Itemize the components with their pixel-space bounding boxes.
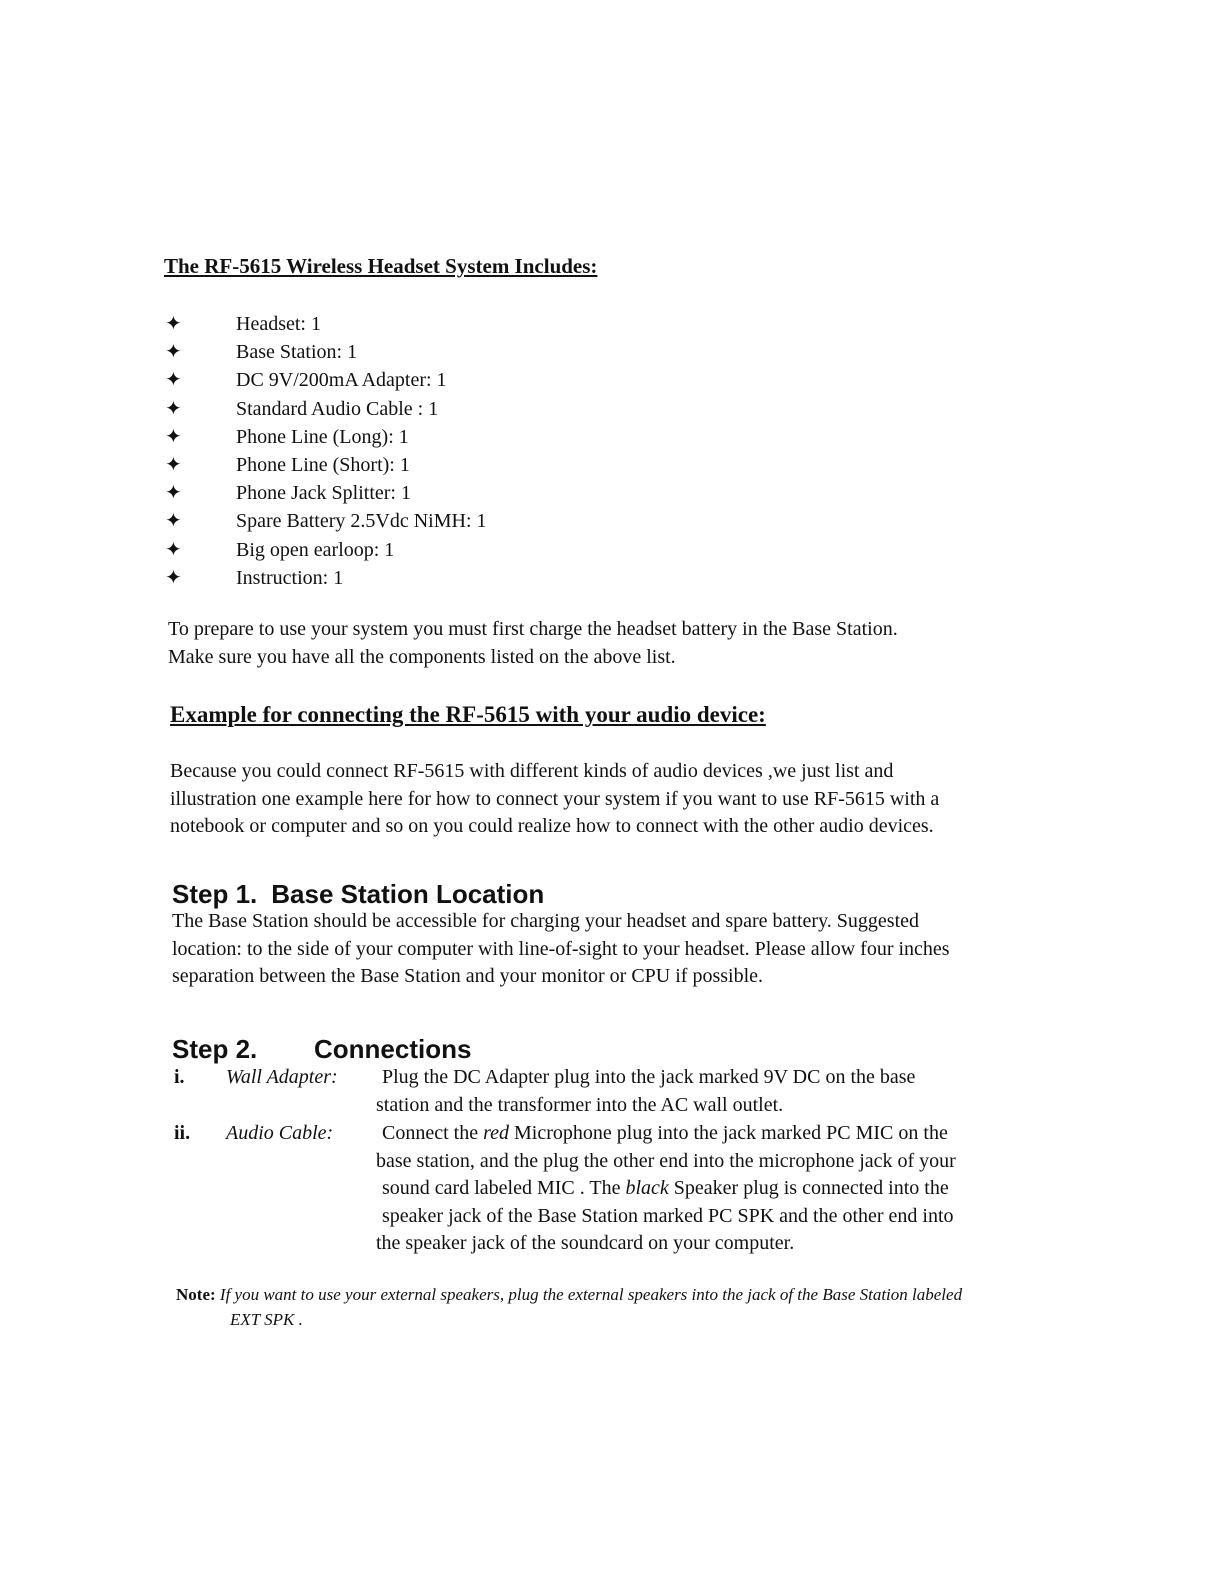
diamond-bullet-icon: ✦ [165, 566, 182, 589]
includes-heading: The RF-5615 Wireless Headset System Includes: [164, 254, 598, 278]
diamond-bullet-icon: ✦ [165, 453, 182, 476]
note: Note: If you want to use your external speakers, plug the external speakers into the jack of the Base Station labeled EXT SPK . [176, 1285, 963, 1329]
document-page: The RF-5615 Wireless Headset System Includes: ✦ Headset: 1 ✦ Base Station: 1 ✦ DC 9V/200mA Adapter: 1 ✦ Standard Audio Cable : 1 ✦ Phone Line (Long): 1 ✦ Phone Line (Short): 1 ✦ Phone Jack Splitter: 1 ✦ Spare Battery 2.5Vdc NiMH: 1 ✦ Big open earloop: 1 ✦ Instruction: 1 To prepare to use your system you must first charge the headset battery in the Base Station. Make sure you have all the components listed on the above list. Example for connecting the RF-5615 with your audio device: Because you could connect RF-5615 with different kinds of audio devices ,we just list and illustration one example here for how to connect your system if you want to use RF-5615 with a notebook or computer and so on you could realize how to connect with the other audio devices. Step 1. Base Station Location The Base Station should be accessible for charging your headset and spare battery. Suggested location: to the side of your computer with line-of-sight to your headset. Please allow four inches separation between the Base Station and your monitor or CPU if possible. Step 2. Connections i. Wall Adapter: Plug the DC Adapter plug into the jack marked 9V DC on the base station and the transformer into the AC wall outlet. ii. Audio Cable: Connect the red Microphone plug into the jack marked PC MIC on the base station, and the plug the other end into the microphone jack of your sound card labeled MIC . The black Speaker plug is connected into the speaker jack of the Base Station marked PC SPK and the other end into the speaker jack of the soundcard on your computer. Note: If you want to use your external speakers, plug the external speakers into the jack of the Base Station labeled EXT SPK . [164, 254, 963, 1329]
diamond-bullet-icon: ✦ [165, 397, 182, 420]
diamond-bullet-icon: ✦ [165, 510, 182, 533]
diamond-bullet-icon: ✦ [165, 341, 182, 364]
diamond-bullet-icon: ✦ [165, 538, 182, 561]
diamond-bullet-icon: ✦ [165, 425, 182, 448]
step1-paragraph: The Base Station should be accessible for charging your headset and spare battery. Suggested location: to the side of your computer with line-of-sight to your headset. Please allow four inches separation between the Base Station and your monitor or CPU if possible. [172, 910, 950, 987]
prepare-paragraph: To prepare to use your system you must first charge the headset battery in the Base Station. Make sure you have all the components listed on the above list. [168, 618, 898, 668]
diamond-bullet-icon: ✦ [165, 369, 182, 392]
diamond-bullet-icon: ✦ [165, 482, 182, 505]
step2-heading: Step 2. Connections [172, 1034, 472, 1064]
example-paragraph: Because you could connect RF-5615 with different kinds of audio devices ,we just list and illustration one example here for how to connect your system if you want to use RF-5615 with a notebook or computer and so on you could realize how to connect with the other audio devices. [170, 760, 940, 837]
diamond-bullet-icon: ✦ [165, 313, 182, 335]
step1-heading: Step 1. Base Station Location [172, 879, 545, 909]
example-heading: Example for connecting the RF-5615 with your audio device: [170, 702, 766, 727]
